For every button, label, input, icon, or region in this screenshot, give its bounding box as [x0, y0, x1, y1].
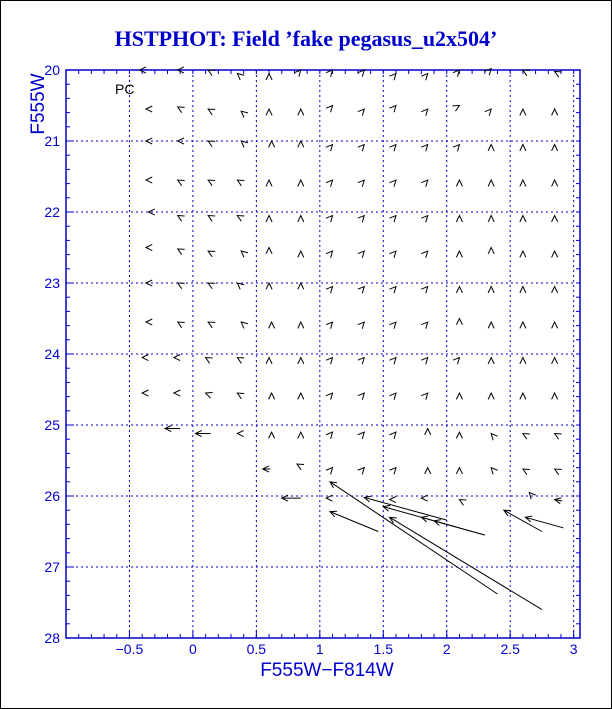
vector-mark-72 — [208, 251, 215, 257]
vector-mark-146 — [358, 432, 364, 439]
vector-mark-79 — [421, 251, 427, 258]
vector-mark-53 — [488, 180, 494, 186]
vector-mark-127 — [174, 390, 180, 396]
vector-mark-46 — [266, 180, 272, 186]
vector-mark-81 — [488, 248, 494, 254]
vector-mark-42 — [146, 177, 152, 183]
vector-mark-101 — [241, 322, 248, 328]
vector-mark-126 — [142, 390, 148, 396]
vector-mark-51 — [421, 180, 427, 187]
x-axis-ticks — [116, 630, 578, 657]
vector-mark-50 — [390, 180, 396, 187]
x-tick-label-3: 1 — [315, 641, 324, 657]
x-tick-label-2: 0.5 — [246, 641, 267, 657]
y-tick-label-0: 20 — [44, 62, 60, 78]
y-tick-label-4: 24 — [44, 346, 60, 362]
vector-mark-112 — [142, 355, 148, 361]
vector-mark-6 — [326, 70, 332, 77]
vector-mark-99 — [178, 322, 185, 328]
vector-mark-96 — [520, 287, 526, 293]
vector-mark-14 — [146, 106, 152, 112]
vector-mark-154 — [297, 464, 304, 470]
vector-mark-144 — [298, 432, 304, 438]
vector-field — [140, 67, 564, 610]
vector-mark-4 — [266, 74, 272, 80]
vector-mark-77 — [358, 251, 364, 258]
vector-mark-40 — [520, 145, 526, 151]
vector-mark-113 — [174, 355, 180, 361]
vector-mark-9 — [421, 74, 427, 81]
vector-mark-49 — [358, 180, 364, 187]
vector-mark-74 — [266, 248, 272, 254]
vector-mark-19 — [298, 109, 304, 115]
vector-mark-131 — [298, 393, 304, 399]
vector-mark-117 — [298, 358, 304, 364]
vector-mark-125 — [552, 358, 558, 364]
vector-mark-68 — [520, 216, 526, 222]
vector-mark-118 — [326, 358, 332, 365]
vector-mark-48 — [326, 180, 332, 187]
vector-mark-93 — [421, 287, 427, 294]
vector-mark-83 — [552, 251, 558, 257]
vector-mark-177 — [504, 510, 542, 531]
vector-mark-176 — [434, 520, 485, 535]
vector-mark-178 — [525, 516, 563, 528]
x-tick-label-6: 2.5 — [500, 641, 520, 657]
vector-mark-136 — [456, 393, 462, 399]
vector-mark-109 — [488, 322, 494, 328]
vector-mark-17 — [241, 111, 248, 117]
vector-mark-171 — [330, 511, 378, 531]
vector-mark-35 — [358, 145, 364, 152]
vector-mark-55 — [552, 180, 558, 186]
vector-mark-20 — [326, 106, 332, 113]
vector-mark-23 — [421, 109, 427, 116]
vector-mark-161 — [523, 469, 530, 475]
vector-mark-3 — [237, 74, 244, 80]
y-tick-label-3: 23 — [44, 275, 60, 291]
vector-mark-115 — [237, 358, 244, 364]
vector-mark-133 — [358, 393, 364, 400]
vector-mark-103 — [298, 322, 304, 328]
vector-mark-165 — [390, 497, 396, 503]
vector-mark-104 — [326, 322, 332, 329]
vector-mark-87 — [237, 283, 244, 289]
vector-mark-153 — [263, 466, 271, 472]
vector-mark-160 — [491, 468, 497, 475]
x-tick-label-4: 1.5 — [373, 641, 394, 657]
vector-mark-30 — [208, 141, 215, 147]
x-tick-label-7: 3 — [569, 641, 578, 657]
vector-mark-66 — [456, 216, 462, 222]
vector-mark-116 — [266, 358, 272, 364]
vector-mark-26 — [520, 109, 526, 115]
y-tick-label-5: 25 — [44, 417, 60, 433]
vector-mark-111 — [552, 322, 558, 328]
vector-mark-47 — [298, 180, 304, 186]
vector-mark-159 — [456, 468, 462, 474]
vector-mark-105 — [358, 322, 364, 329]
vector-mark-120 — [390, 358, 396, 365]
vector-mark-71 — [178, 249, 185, 255]
vector-mark-27 — [552, 109, 558, 115]
vector-mark-119 — [358, 358, 364, 365]
vector-mark-158 — [425, 468, 431, 474]
vector-mark-128 — [206, 392, 213, 398]
vector-mark-134 — [390, 393, 396, 400]
vector-mark-135 — [421, 393, 427, 400]
vector-mark-15 — [178, 107, 185, 113]
vector-mark-64 — [390, 216, 396, 223]
vector-mark-110 — [520, 322, 526, 328]
vector-mark-156 — [358, 468, 364, 475]
vector-mark-145 — [326, 432, 332, 439]
vector-mark-70 — [146, 244, 152, 250]
vector-mark-43 — [178, 180, 185, 186]
y-axis-label: F555W — [28, 73, 49, 135]
vector-mark-41 — [552, 145, 558, 151]
vector-mark-22 — [390, 106, 396, 113]
vector-mark-100 — [208, 322, 215, 328]
vector-mark-38 — [453, 145, 459, 152]
vector-mark-123 — [488, 358, 494, 364]
vector-mark-107 — [421, 322, 427, 329]
vector-mark-137 — [488, 393, 494, 399]
vector-mark-122 — [453, 358, 459, 365]
vector-mark-21 — [358, 109, 364, 116]
vector-mark-121 — [421, 358, 427, 365]
vector-mark-33 — [298, 141, 304, 147]
vector-mark-108 — [456, 319, 462, 325]
x-tick-label-5: 2 — [442, 641, 451, 657]
y-tick-label-1: 21 — [44, 133, 60, 149]
vector-mark-37 — [421, 145, 427, 152]
vector-mark-155 — [326, 468, 332, 475]
vector-mark-31 — [241, 141, 248, 147]
vector-mark-39 — [488, 145, 494, 151]
vector-mark-169 — [555, 498, 563, 504]
vector-mark-10 — [453, 70, 459, 77]
vector-mark-73 — [241, 251, 248, 257]
vector-mark-95 — [488, 287, 494, 293]
vector-mark-129 — [237, 393, 244, 399]
vector-mark-57 — [178, 216, 185, 222]
vector-mark-2 — [208, 70, 215, 76]
vector-mark-124 — [520, 358, 526, 364]
vector-mark-36 — [390, 145, 396, 152]
vector-mark-143 — [269, 432, 275, 438]
y-tick-label-6: 26 — [44, 488, 60, 504]
vector-mark-25 — [485, 109, 491, 116]
vector-mark-172 — [364, 496, 446, 520]
vector-mark-92 — [390, 287, 396, 294]
vector-mark-61 — [298, 216, 304, 222]
grid-lines — [66, 70, 580, 638]
vector-mark-97 — [552, 287, 558, 293]
vector-mark-162 — [555, 469, 562, 475]
vector-mark-44 — [208, 180, 215, 186]
vector-mark-114 — [206, 358, 213, 364]
y-tick-label-8: 28 — [44, 630, 60, 646]
vector-mark-85 — [178, 283, 185, 289]
vector-mark-62 — [326, 216, 332, 223]
x-axis-label: F555W−F814W — [260, 660, 394, 681]
vector-mark-34 — [326, 145, 332, 152]
chart-title: HSTPHOT: Field ’fake pegasus_u2x504’ — [114, 26, 498, 51]
vector-mark-52 — [456, 180, 462, 186]
vector-mark-29 — [178, 138, 184, 144]
y-tick-label-2: 22 — [44, 204, 60, 220]
vector-mark-7 — [358, 70, 364, 77]
vector-mark-89 — [298, 283, 304, 289]
vector-mark-54 — [520, 180, 526, 186]
vector-mark-152 — [555, 434, 562, 440]
vector-mark-150 — [491, 434, 497, 441]
vector-mark-90 — [326, 287, 332, 294]
panel-label: PC — [115, 81, 135, 97]
vector-mark-148 — [425, 429, 431, 435]
vector-mark-45 — [237, 180, 244, 186]
x-tick-label-1: 0 — [189, 641, 197, 657]
vector-mark-141 — [195, 430, 210, 436]
vector-mark-69 — [552, 216, 558, 222]
vector-mark-16 — [208, 109, 215, 115]
vector-mark-60 — [266, 216, 272, 222]
y-tick-label-7: 27 — [44, 559, 60, 575]
vector-mark-167 — [459, 500, 466, 506]
vector-mark-132 — [326, 393, 332, 400]
vector-mark-140 — [165, 426, 180, 432]
vector-mark-63 — [358, 216, 364, 223]
y-axis-ticks — [44, 62, 74, 646]
vector-mark-88 — [266, 283, 272, 289]
vector-mark-24 — [452, 106, 459, 112]
vector-mark-82 — [520, 251, 526, 257]
vector-mark-12 — [523, 70, 530, 76]
vector-mark-138 — [520, 393, 526, 399]
vector-mark-98 — [146, 319, 152, 325]
vector-mark-147 — [390, 432, 396, 439]
vector-mark-18 — [266, 109, 272, 115]
vector-mark-170 — [330, 482, 498, 594]
vector-mark-5 — [294, 70, 300, 77]
vector-mark-142 — [237, 430, 243, 436]
vector-mark-86 — [208, 283, 215, 289]
vector-mark-32 — [269, 141, 275, 147]
vector-mark-91 — [358, 287, 364, 294]
vector-mark-106 — [390, 322, 396, 329]
vector-mark-65 — [421, 216, 427, 223]
vector-mark-151 — [523, 434, 530, 440]
vector-mark-76 — [326, 251, 332, 258]
vector-mark-59 — [237, 216, 244, 222]
vector-mark-149 — [456, 432, 462, 438]
vector-mark-75 — [298, 251, 304, 257]
vector-mark-8 — [390, 74, 396, 81]
vector-mark-78 — [390, 251, 396, 258]
vector-mark-58 — [208, 216, 215, 222]
vector-mark-94 — [456, 287, 462, 293]
vector-mark-157 — [390, 468, 396, 475]
vector-mark-67 — [488, 216, 494, 222]
vector-mark-130 — [269, 393, 275, 399]
vector-mark-139 — [552, 393, 558, 399]
vector-mark-174 — [390, 517, 542, 609]
x-tick-label-0: −0.5 — [115, 641, 144, 657]
vector-mark-102 — [269, 322, 275, 328]
vector-mark-80 — [456, 251, 462, 257]
